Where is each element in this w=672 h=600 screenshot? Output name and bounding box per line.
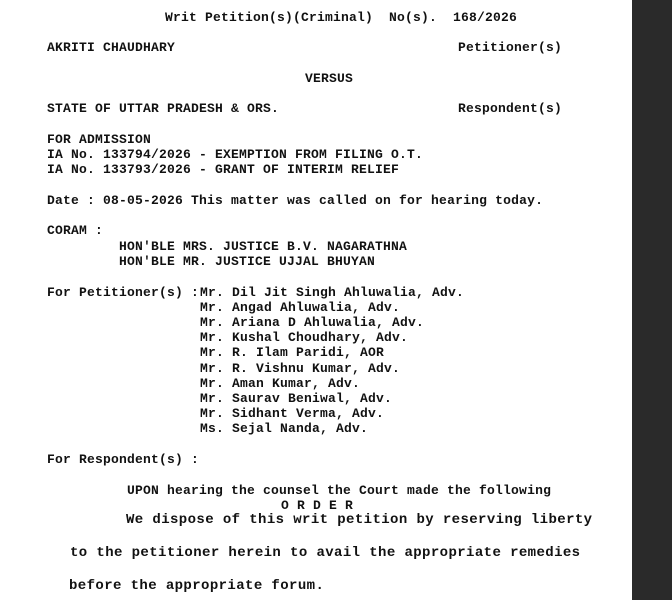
counsel-name: Mr. R. Ilam Paridi, AOR: [200, 345, 385, 360]
case-number-line: Writ Petition(s)(Criminal) No(s). 168/2026: [165, 10, 518, 25]
counsel-name: Mr. Ariana D Ahluwalia, Adv.: [200, 315, 425, 330]
respondent-counsel-label: For Respondent(s) :: [47, 452, 200, 467]
ia-item: IA No. 133794/2026 - EXEMPTION FROM FILING O.T.: [47, 147, 424, 162]
order-intro: UPON hearing the counsel the Court made the following: [127, 483, 552, 498]
order-heading: O R D E R: [281, 498, 354, 513]
order-body-line: before the appropriate forum.: [69, 578, 325, 594]
counsel-name: Ms. Sejal Nanda, Adv.: [200, 421, 369, 436]
versus-label: VERSUS: [305, 71, 354, 86]
counsel-name: Mr. Dil Jit Singh Ahluwalia, Adv.: [200, 285, 465, 300]
order-body-line: to the petitioner herein to avail the appropriate remedies: [70, 545, 581, 561]
petitioner-role: Petitioner(s): [458, 40, 563, 55]
judge-name: HON'BLE MRS. JUSTICE B.V. NAGARATHNA: [119, 239, 408, 254]
respondent-role: Respondent(s): [458, 101, 563, 116]
respondent-name: STATE OF UTTAR PRADESH & ORS.: [47, 101, 280, 116]
coram-label: CORAM :: [47, 223, 104, 238]
counsel-name: Mr. Sidhant Verma, Adv.: [200, 406, 385, 421]
petitioner-name: AKRITI CHAUDHARY: [47, 40, 176, 55]
counsel-name: Mr. R. Vishnu Kumar, Adv.: [200, 361, 401, 376]
counsel-name: Mr. Kushal Choudhary, Adv.: [200, 330, 409, 345]
counsel-name: Mr. Saurav Beniwal, Adv.: [200, 391, 393, 406]
judge-name: HON'BLE MR. JUSTICE UJJAL BHUYAN: [119, 254, 376, 269]
viewer-side-panel: [632, 0, 672, 600]
ia-item: IA No. 133793/2026 - GRANT OF INTERIM RELIEF: [47, 162, 400, 177]
order-body-line: We dispose of this writ petition by reserving liberty: [126, 512, 593, 528]
admission-title: FOR ADMISSION: [47, 132, 152, 147]
petitioner-counsel-label: For Petitioner(s) :: [47, 285, 200, 300]
hearing-date-line: Date : 08-05-2026 This matter was called on for hearing today.: [47, 193, 544, 208]
counsel-name: Mr. Aman Kumar, Adv.: [200, 376, 361, 391]
counsel-name: Mr. Angad Ahluwalia, Adv.: [200, 300, 401, 315]
